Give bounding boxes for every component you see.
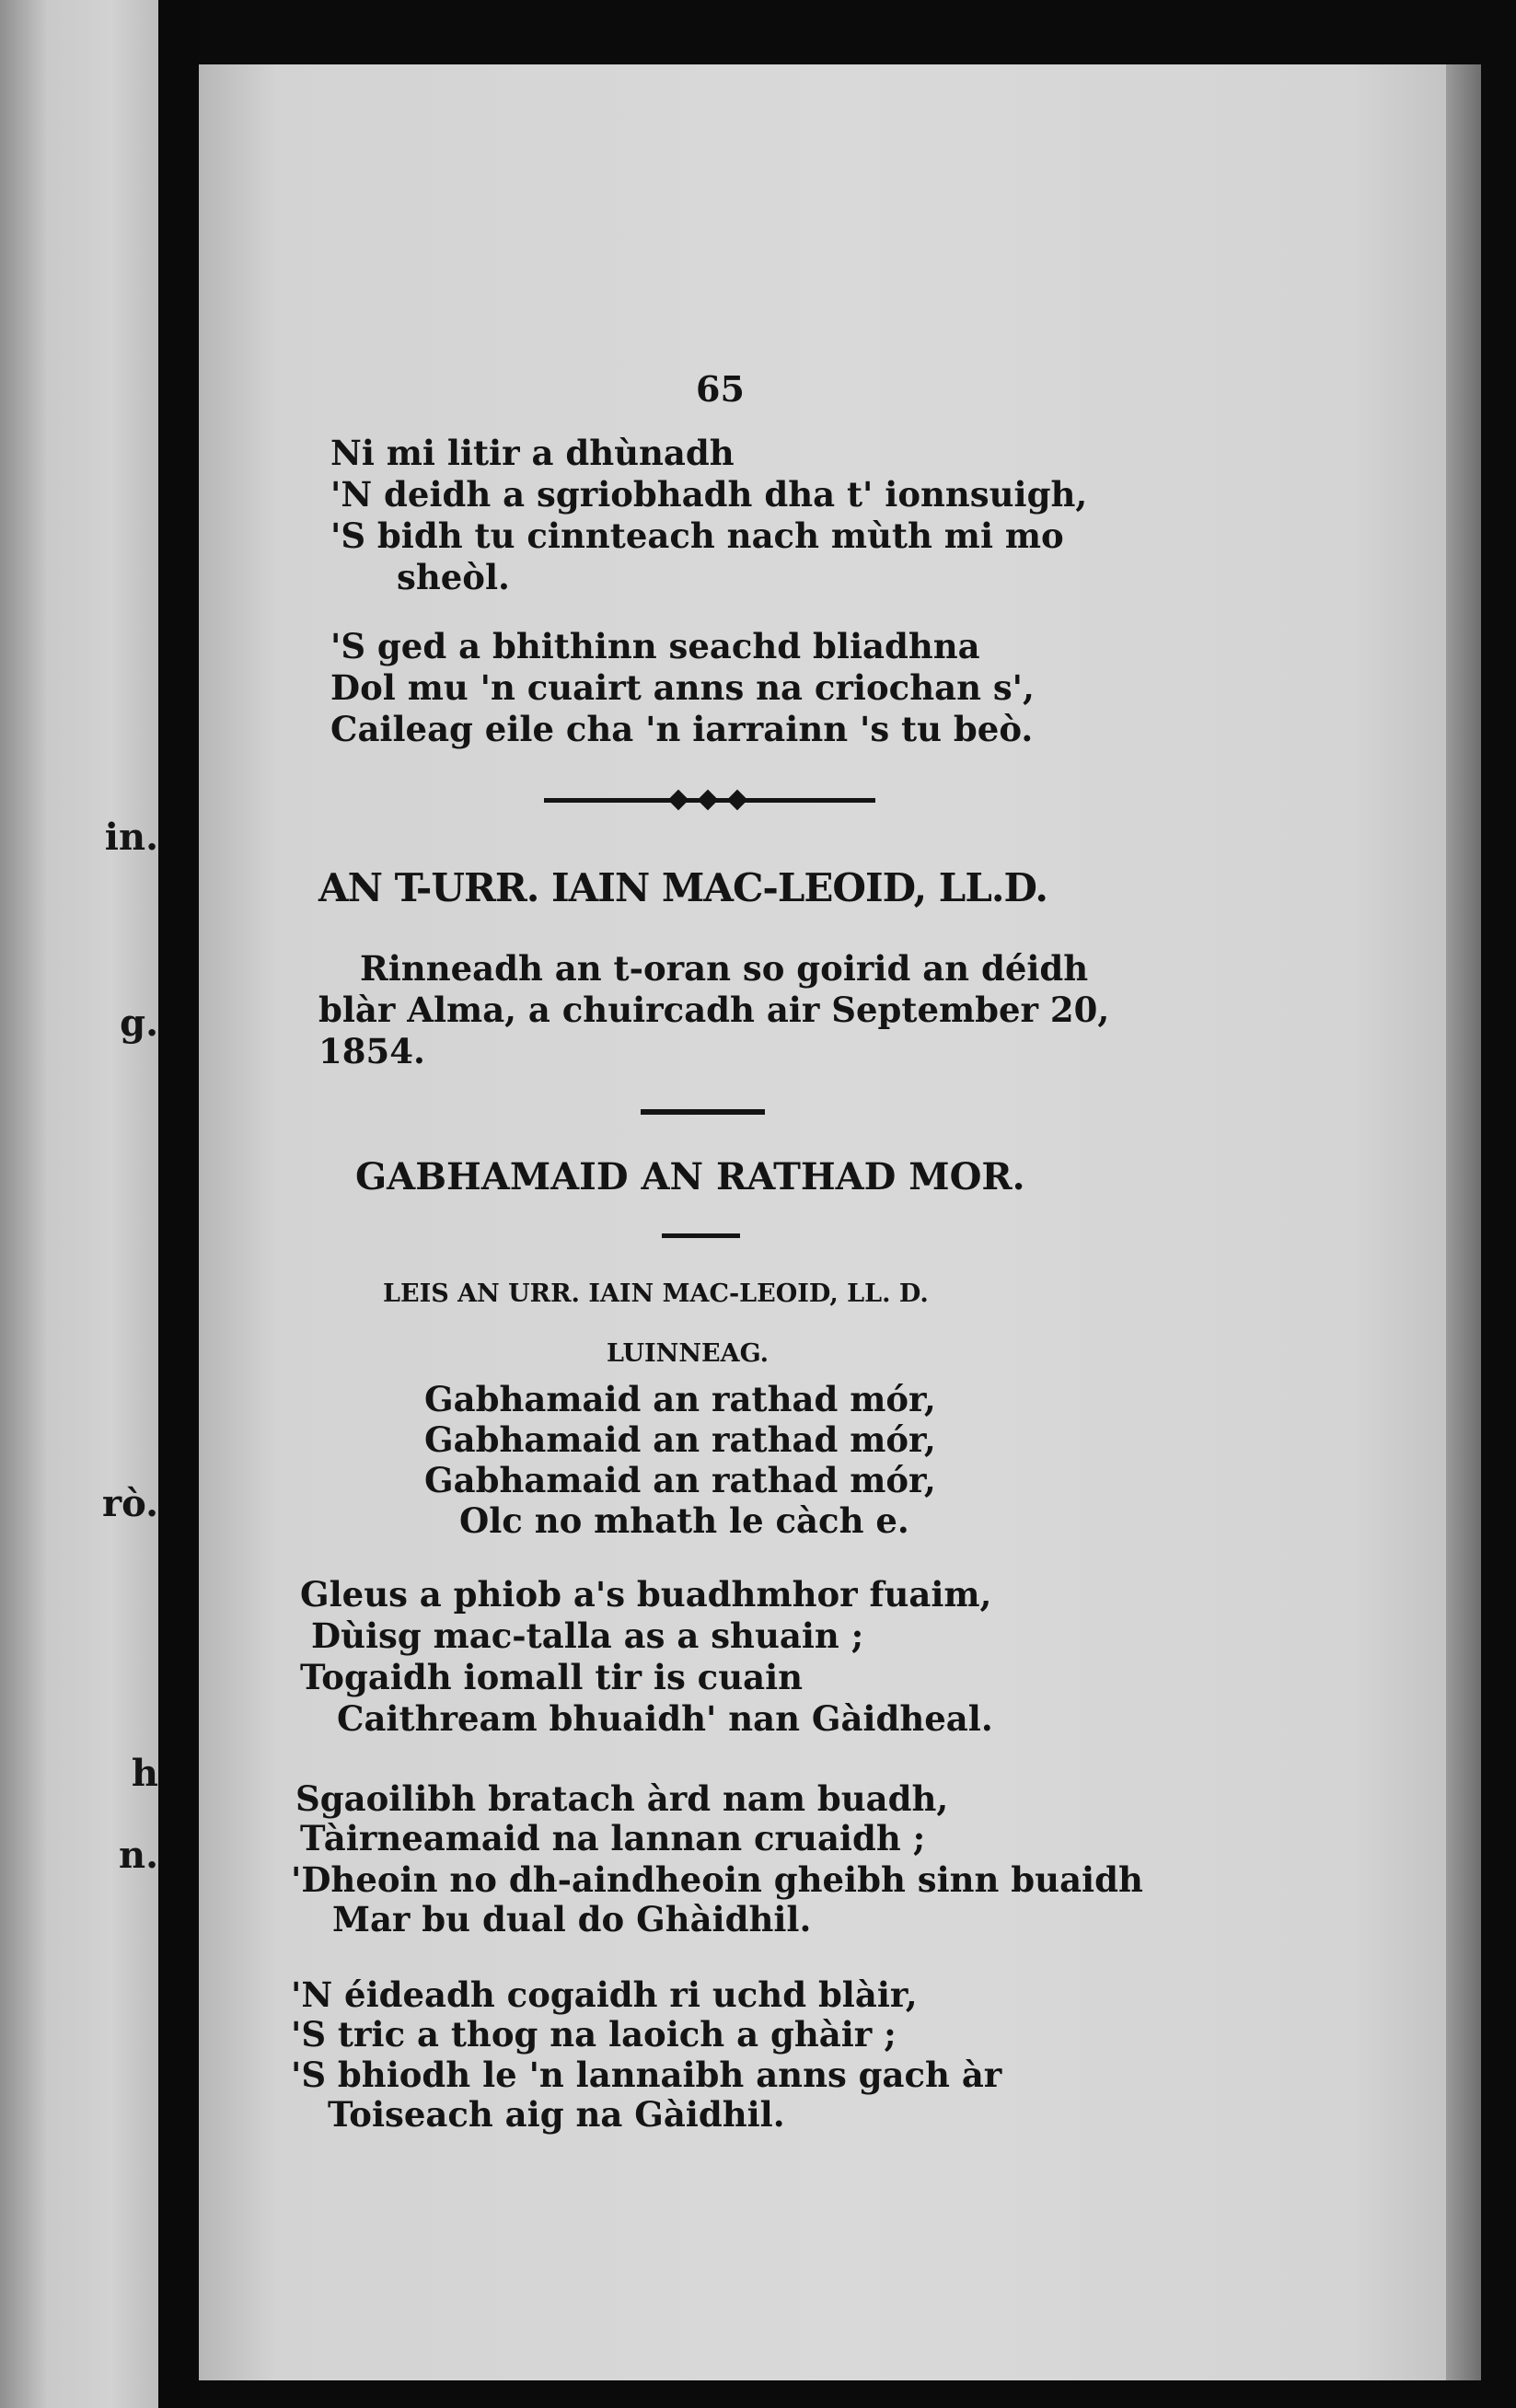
stanza-line: Toiseach aig na Gàidhil. <box>328 2094 785 2135</box>
left-page-fragment <box>0 0 158 2408</box>
page-number: 65 <box>696 368 745 410</box>
song-title: GABHAMAID AN RATHAD MOR. <box>355 1155 1025 1198</box>
book-page <box>199 64 1481 2380</box>
chorus-line: Gabhamaid an rathad mór, <box>424 1419 936 1460</box>
stanza-line: 'Dheoin no dh-aindheoin gheibh sinn buaidh <box>291 1859 1143 1900</box>
left-page-text: rò. <box>102 1482 158 1525</box>
book-gutter <box>158 0 199 2408</box>
stanza-line: Caithream bhuaidh' nan Gàidheal. <box>337 1698 993 1739</box>
verse-line: Caileag eile cha 'n iarrainn 's tu beò. <box>330 709 1034 749</box>
page-edge <box>1446 64 1481 2380</box>
verse-line: Ni mi litir a dhùnadh <box>330 433 735 473</box>
stanza-line: Gleus a phiob a's buadhmhor fuaim, <box>300 1574 992 1615</box>
left-page-text: g. <box>120 1001 158 1045</box>
intro-line: 1854. <box>318 1031 425 1071</box>
left-page-text: n. <box>118 1834 158 1877</box>
stanza-line: Dùisg mac-talla as a shuain ; <box>311 1615 864 1656</box>
byline: LEIS AN URR. IAIN MAC-LEOID, LL. D. <box>383 1279 929 1308</box>
chorus-line: Gabhamaid an rathad mór, <box>424 1460 936 1500</box>
stanza-line: Sgaoilibh bratach àrd nam buadh, <box>295 1778 949 1819</box>
chorus-label: LUINNEAG. <box>607 1339 770 1368</box>
intro-line: Rinneadh an t-oran so goirid an déidh <box>360 948 1089 989</box>
stanza-line: Mar bu dual do Ghàidhil. <box>332 1899 812 1939</box>
chorus-line: Gabhamaid an rathad mór, <box>424 1379 936 1419</box>
stanza-line: 'N éideadh cogaidh ri uchd blàir, <box>291 1974 918 2015</box>
intro-line: blàr Alma, a chuircadh air September 20, <box>318 990 1110 1030</box>
verse-line: sheòl. <box>397 557 510 597</box>
verse-line: 'S ged a bhithinn seachd bliadhna <box>330 626 980 666</box>
stanza-line: Togaidh iomall tir is cuain <box>300 1657 804 1697</box>
verse-line: 'N deidh a sgriobhadh dha t' ionnsuigh, <box>330 474 1088 515</box>
verse-line: 'S bidh tu cinnteach nach mùth mi mo <box>330 515 1064 556</box>
verse-line: Dol mu 'n cuairt anns na criochan s', <box>330 667 1035 708</box>
stanza-line: Tàirneamaid na lannan cruaidh ; <box>300 1818 926 1858</box>
stanza-line: 'S bhiodh le 'n lannaibh anns gach àr <box>291 2055 1002 2095</box>
section-title: AN T-URR. IAIN MAC-LEOID, LL.D. <box>318 865 1048 910</box>
divider-rule <box>662 1233 740 1238</box>
divider-rule <box>641 1109 765 1115</box>
chorus-line: Olc no mhath le càch e. <box>459 1500 909 1541</box>
stanza-line: 'S tric a thog na laoich a ghàir ; <box>291 2014 897 2055</box>
left-page-text: in. <box>104 816 158 859</box>
left-page-text: h <box>131 1752 158 1795</box>
